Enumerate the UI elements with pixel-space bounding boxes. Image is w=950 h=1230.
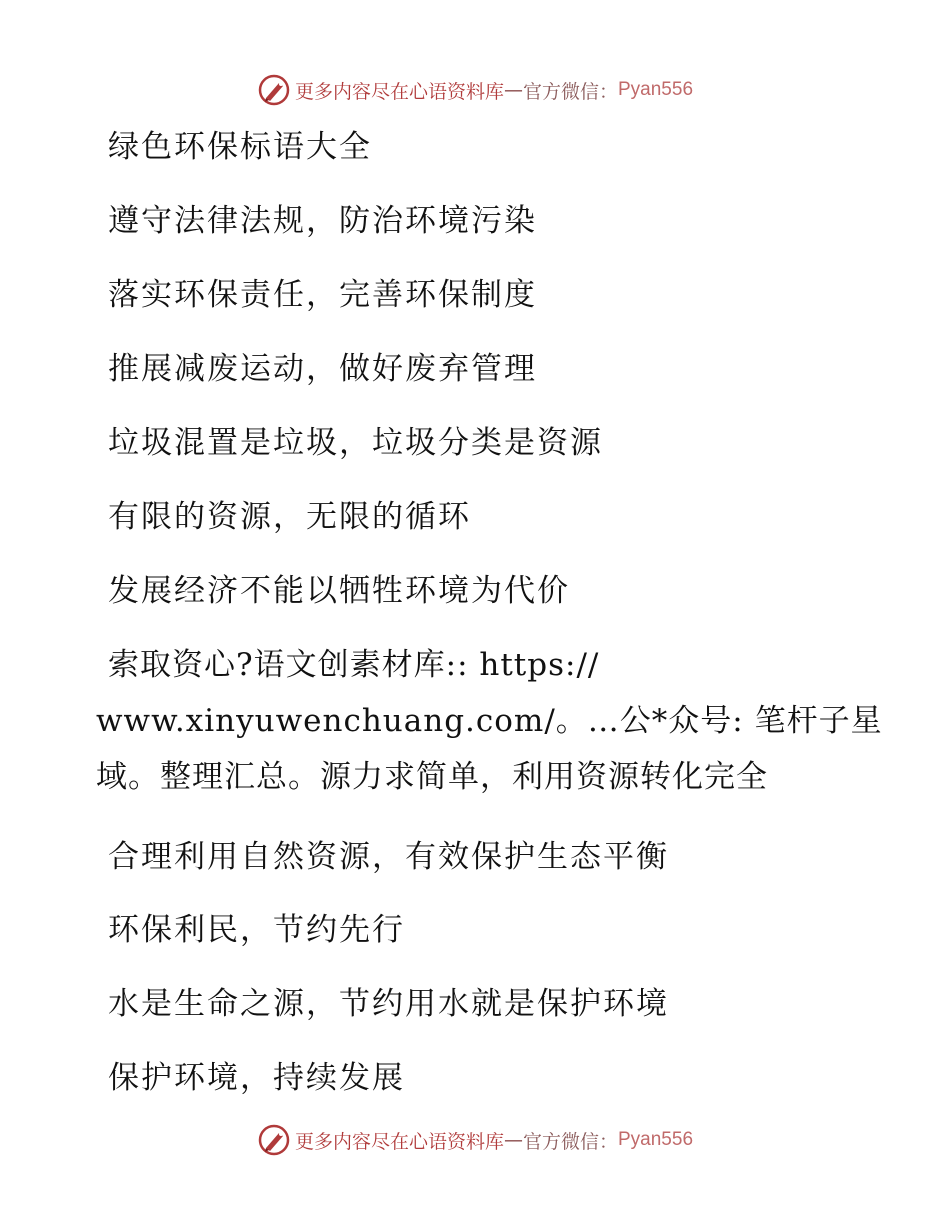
source-paragraph — [96, 637, 896, 805]
slogan-line: 落实环保责任，完善环保制度 — [108, 277, 537, 313]
banner-content — [257, 73, 693, 107]
slogan-line: 垃圾混置是垃圾，垃圾分类是资源 — [108, 425, 603, 461]
slogan-line: 发展经济不能以牺牲环境为代价 — [108, 573, 570, 609]
banner-text: 更多内容尽在心语资料库 — [294, 1130, 504, 1153]
banner-separator: — — [503, 79, 523, 101]
source-paragraph-line: 域。整理汇总。源力求简单，利用资源转化完全 — [96, 759, 768, 795]
banner-wechat-id: Pyan556 — [618, 79, 694, 100]
pen-logo-icon — [257, 1123, 291, 1157]
slogan-line: 有限的资源，无限的循环 — [108, 499, 471, 535]
slogan-line: 合理利用自然资源，有效保护生态平衡 — [108, 839, 669, 875]
slogan-line: 环保利民，节约先行 — [108, 912, 405, 948]
banner-separator: — — [503, 1129, 523, 1151]
pen-logo-icon — [257, 73, 291, 107]
slogan-line: 遵守法律法规，防治环境污染 — [108, 203, 537, 239]
header-banner — [0, 68, 950, 112]
document-title: 绿色环保标语大全 — [108, 129, 372, 165]
source-paragraph-line: 索取资心?语文创素材库:: https:// — [108, 647, 600, 683]
footer-banner — [0, 1118, 950, 1162]
banner-text: 更多内容尽在心语资料库 — [294, 80, 504, 103]
slogan-line: 推展减废运动，做好废弃管理 — [108, 351, 537, 387]
banner-wechat-id: Pyan556 — [618, 1129, 694, 1150]
banner-content — [257, 1123, 693, 1157]
banner-wechat-label: 官方微信： — [522, 1130, 618, 1153]
banner-wechat-label: 官方微信： — [522, 80, 618, 103]
slogan-line: 水是生命之源，节约用水就是保护环境 — [108, 986, 669, 1022]
source-paragraph-line: www.xinyuwenchuang.com/。…公*众号: 笔杆子星 — [96, 703, 883, 739]
slogan-line: 保护环境，持续发展 — [108, 1060, 405, 1096]
